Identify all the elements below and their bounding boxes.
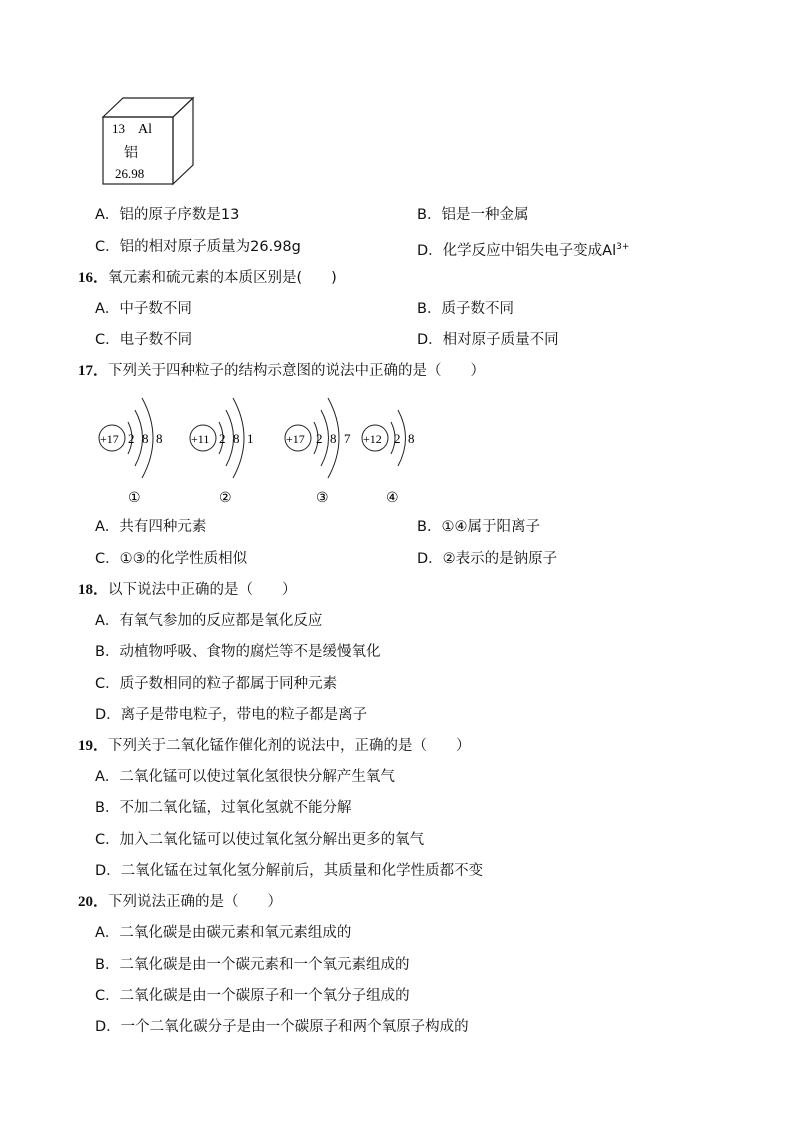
particle-diagram-2 bbox=[190, 398, 254, 478]
q19-option-a: A．二氧化锰可以使过氧化氢很快分解产生氧气 bbox=[95, 769, 395, 785]
svg-text:+12: +12 bbox=[363, 432, 382, 446]
q18-option-d: D．离子是带电粒子，带电的粒子都是离子 bbox=[95, 707, 368, 723]
svg-text:8: 8 bbox=[408, 431, 415, 446]
q19-option-c: C．加入二氧化锰可以使过氧化氢分解出更多的氧气 bbox=[95, 832, 425, 848]
q15-option-d: D．化学反应中铝失电子变成$Al^{3+}$ bbox=[417, 242, 630, 259]
q16-option-d: D．相对原子质量不同 bbox=[417, 332, 559, 348]
svg-text:2: 2 bbox=[394, 431, 401, 446]
q15-option-c: C．铝的相对原子质量为26.98g bbox=[95, 239, 301, 255]
particle-diagram-4 bbox=[362, 410, 415, 466]
particle-label-1: ① bbox=[128, 491, 141, 506]
particle-label-3: ③ bbox=[316, 491, 329, 506]
q20-option-c: C．二氧化碳是由一个碳原子和一个氧分子组成的 bbox=[95, 988, 410, 1004]
q17-stem: 17．下列关于四种粒子的结构示意图的说法中正确的是（ ） bbox=[78, 363, 486, 379]
q20-option-d: D．一个二氧化碳分子是由一个碳原子和两个氧原子构成的 bbox=[95, 1019, 469, 1035]
q17-option-a: A．共有四种元素 bbox=[95, 519, 207, 535]
q18-stem: 18．以下说法中正确的是（ ） bbox=[78, 582, 297, 598]
svg-text:8: 8 bbox=[233, 431, 240, 446]
particle-structure-diagrams bbox=[90, 390, 430, 510]
q18-option-a: A．有氧气参加的反应都是氧化反应 bbox=[95, 613, 323, 629]
svg-text:2: 2 bbox=[316, 431, 323, 446]
q16-option-c: C．电子数不同 bbox=[95, 332, 193, 348]
q19-stem: 19．下列关于二氧化锰作催化剂的说法中，正确的是（ ） bbox=[78, 738, 471, 754]
element-name: 铝 bbox=[124, 145, 138, 161]
svg-text:1: 1 bbox=[247, 431, 254, 446]
element-atomic-mass: 26.98 bbox=[115, 166, 145, 181]
svg-text:8: 8 bbox=[142, 431, 149, 446]
svg-text:+17: +17 bbox=[286, 432, 305, 446]
q18-option-b: B．动植物呼吸、食物的腐烂等不是缓慢氧化 bbox=[95, 644, 381, 660]
ion-charge-superscript: 3+ bbox=[616, 242, 630, 252]
q16-option-b: B．质子数不同 bbox=[417, 301, 514, 317]
element-symbol: Al bbox=[138, 122, 152, 137]
q20-stem: 20．下列说法正确的是（ ） bbox=[78, 894, 283, 910]
q19-option-d: D．二氧化锰在过氧化氢分解前后，其质量和化学性质都不变 bbox=[95, 863, 484, 879]
svg-text:2: 2 bbox=[219, 431, 226, 446]
q15-option-a: A．铝的原子序数是13 bbox=[95, 207, 240, 223]
element-atomic-number: 13 bbox=[112, 121, 125, 136]
svg-text:2: 2 bbox=[128, 431, 135, 446]
q17-option-d: D．②表示的是钠原子 bbox=[417, 551, 558, 567]
svg-text:+11: +11 bbox=[191, 432, 210, 446]
q20-option-b: B．二氧化碳是由一个碳元素和一个氧元素组成的 bbox=[95, 957, 410, 973]
particle-diagram-1 bbox=[99, 398, 163, 478]
q20-option-a: A．二氧化碳是由碳元素和氧元素组成的 bbox=[95, 925, 352, 941]
svg-text:+17: +17 bbox=[100, 432, 119, 446]
q16-stem: 16．氧元素和硫元素的本质区别是( ) bbox=[78, 270, 337, 286]
particle-label-2: ② bbox=[219, 491, 232, 506]
svg-text:7: 7 bbox=[344, 431, 351, 446]
svg-text:8: 8 bbox=[156, 431, 163, 446]
q18-option-c: C．质子数相同的粒子都属于同种元素 bbox=[95, 676, 338, 692]
q15-option-b: B．铝是一种金属 bbox=[417, 207, 529, 223]
q19-option-b: B．不加二氧化锰，过氧化氢就不能分解 bbox=[95, 800, 352, 816]
q16-option-a: A．中子数不同 bbox=[95, 301, 192, 317]
particle-label-4: ④ bbox=[386, 491, 399, 506]
aluminum-element-card bbox=[100, 95, 196, 187]
q17-option-b: B．①④属于阳离子 bbox=[417, 519, 540, 535]
q17-option-c: C．①③的化学性质相似 bbox=[95, 551, 248, 567]
particle-diagram-3 bbox=[285, 398, 351, 478]
svg-text:8: 8 bbox=[330, 431, 337, 446]
